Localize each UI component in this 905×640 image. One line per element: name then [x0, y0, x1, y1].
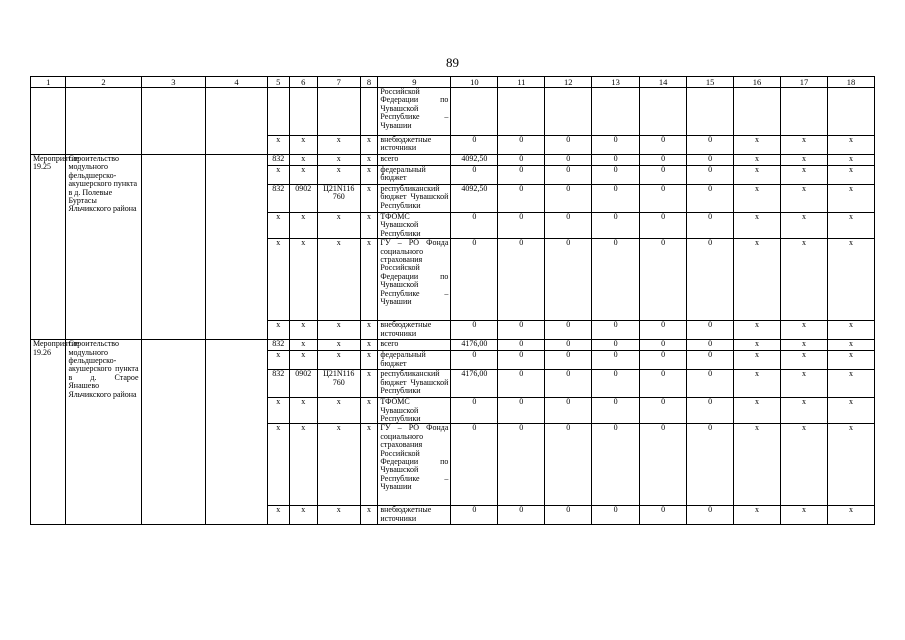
table-cell: 832 — [267, 370, 289, 398]
column-number: 8 — [360, 77, 378, 88]
source-cell: ГУ – РО Фонда социального страхования Российской Федерации по Чувашской Республике – Чувашии — [378, 424, 451, 506]
table-cell — [451, 88, 498, 136]
table-cell: 4176,00 — [451, 370, 498, 398]
table-cell: x — [780, 351, 827, 370]
table-cell: 0 — [687, 155, 734, 166]
table-cell: 0 — [498, 213, 545, 239]
table-cell: 0 — [545, 398, 592, 424]
table-cell — [317, 88, 360, 136]
table-cell: x — [734, 321, 781, 340]
table-cell: x — [267, 166, 289, 185]
table-cell: x — [289, 506, 317, 525]
table-cell: x — [827, 136, 874, 155]
table-cell: x — [734, 239, 781, 321]
table-cell: 0 — [545, 155, 592, 166]
table-cell — [206, 340, 268, 525]
column-number: 15 — [687, 77, 734, 88]
table-cell — [141, 155, 206, 340]
table-cell: 0 — [545, 506, 592, 525]
table-cell: 0 — [451, 351, 498, 370]
table-cell: x — [289, 166, 317, 185]
source-cell: всего — [378, 340, 451, 351]
table-cell: x — [360, 424, 378, 506]
table-cell: 0 — [687, 321, 734, 340]
table-cell: 0 — [451, 166, 498, 185]
table-cell: 0 — [498, 340, 545, 351]
source-cell: всего — [378, 155, 451, 166]
table-cell — [206, 88, 268, 155]
table-cell: x — [267, 424, 289, 506]
source-cell: федеральный бюджет — [378, 351, 451, 370]
table-cell: x — [827, 370, 874, 398]
table-cell: x — [360, 398, 378, 424]
table-cell: x — [780, 321, 827, 340]
table-cell: 0 — [545, 340, 592, 351]
table-cell: 0 — [545, 185, 592, 213]
table-cell: x — [317, 166, 360, 185]
table-cell: 0 — [687, 351, 734, 370]
measure-name: Строительство модульного фельдшерско-акушерского пункта в д. Полевые Буртасы Яльчикского района — [66, 155, 141, 340]
table-cell: 0 — [592, 213, 640, 239]
table-cell — [66, 88, 141, 155]
table-cell — [640, 88, 687, 136]
table-cell: x — [780, 340, 827, 351]
table-cell: 0 — [545, 424, 592, 506]
table-cell: 0 — [451, 506, 498, 525]
table-cell: 0 — [451, 239, 498, 321]
table-cell: x — [827, 185, 874, 213]
table-cell: 0 — [451, 398, 498, 424]
table-cell: 0 — [640, 424, 687, 506]
table-cell: 0 — [498, 351, 545, 370]
table-cell: x — [827, 213, 874, 239]
table-cell: x — [827, 321, 874, 340]
source-cell: ГУ – РО Фонда социального страхования Российской Федерации по Чувашской Республике – Чувашии — [378, 239, 451, 321]
table-cell — [592, 88, 640, 136]
table-cell: x — [827, 424, 874, 506]
table-cell: 0 — [687, 239, 734, 321]
table-cell: Ц21N116 760 — [317, 370, 360, 398]
table-cell: 0 — [545, 370, 592, 398]
table-cell — [31, 88, 66, 155]
table-row — [31, 88, 875, 136]
table-cell: x — [780, 239, 827, 321]
table-cell: 0 — [451, 136, 498, 155]
table-cell: 0 — [498, 185, 545, 213]
table-cell: x — [289, 424, 317, 506]
table-cell — [267, 88, 289, 136]
source-cell: республиканский бюджет Чувашской Республики — [378, 370, 451, 398]
table-cell: 0 — [451, 213, 498, 239]
source-cell: ТФОМС Чувашской Республики — [378, 398, 451, 424]
column-number: 11 — [498, 77, 545, 88]
table-cell: 0 — [498, 155, 545, 166]
measure-id: Мероприятие 19.26 — [31, 340, 66, 525]
table-cell: x — [289, 340, 317, 351]
table-cell: x — [780, 213, 827, 239]
table-cell: 4176,00 — [451, 340, 498, 351]
table-cell: x — [734, 155, 781, 166]
source-cell: республиканский бюджет Чувашской Республики — [378, 185, 451, 213]
table-cell: x — [267, 398, 289, 424]
table-cell: x — [289, 321, 317, 340]
table-cell — [206, 155, 268, 340]
table-cell: 0 — [498, 321, 545, 340]
page-number: 89 — [446, 55, 459, 70]
table-cell: 0 — [640, 239, 687, 321]
table-cell: 0 — [687, 370, 734, 398]
table-cell: x — [734, 370, 781, 398]
table-cell: x — [267, 351, 289, 370]
table-cell — [289, 88, 317, 136]
table-cell: 0 — [687, 424, 734, 506]
table-cell: x — [360, 239, 378, 321]
table-cell: 0 — [592, 136, 640, 155]
table-row — [31, 340, 875, 351]
table-cell — [141, 340, 206, 525]
table-cell: 0 — [592, 424, 640, 506]
table-cell: 0 — [640, 370, 687, 398]
table-cell: x — [267, 136, 289, 155]
table-cell: 0 — [592, 340, 640, 351]
table-cell: x — [317, 213, 360, 239]
table-cell: 0 — [592, 398, 640, 424]
table-cell: 0 — [451, 424, 498, 506]
table-cell: x — [827, 340, 874, 351]
source-cell: Российской Федерации по Чувашской Республике – Чувашии — [378, 88, 451, 136]
table-cell: x — [289, 351, 317, 370]
table-cell: x — [360, 321, 378, 340]
table-cell: x — [734, 506, 781, 525]
table-cell: 0 — [498, 166, 545, 185]
table-cell: 0 — [545, 213, 592, 239]
table-cell: 0 — [640, 185, 687, 213]
table-cell: 0 — [545, 136, 592, 155]
table-cell — [360, 88, 378, 136]
table-cell: x — [289, 136, 317, 155]
table-cell: x — [734, 185, 781, 213]
table-cell: 0 — [687, 213, 734, 239]
table-cell: x — [267, 506, 289, 525]
source-cell: ТФОМС Чувашской Республики — [378, 213, 451, 239]
table-cell: x — [317, 340, 360, 351]
table-cell: x — [317, 506, 360, 525]
table-cell: 0 — [545, 351, 592, 370]
table-cell: x — [780, 398, 827, 424]
table-cell: 0 — [640, 398, 687, 424]
table-cell — [687, 88, 734, 136]
table-cell: x — [289, 398, 317, 424]
table-cell: 0 — [687, 398, 734, 424]
table-cell: x — [317, 424, 360, 506]
table-cell: x — [734, 213, 781, 239]
table-cell: x — [827, 398, 874, 424]
table-cell: 0 — [498, 424, 545, 506]
column-number: 5 — [267, 77, 289, 88]
table-cell: x — [780, 155, 827, 166]
table-cell: 0902 — [289, 370, 317, 398]
table-cell: 0 — [687, 185, 734, 213]
table-cell — [498, 88, 545, 136]
table-cell: x — [317, 351, 360, 370]
table-cell: x — [267, 213, 289, 239]
source-cell: внебюджетные источники — [378, 506, 451, 525]
table-cell — [827, 88, 874, 136]
table-cell: x — [289, 213, 317, 239]
source-cell: федеральный бюджет — [378, 166, 451, 185]
table-cell: x — [360, 155, 378, 166]
table-cell: 0 — [545, 321, 592, 340]
table-cell: 0 — [592, 506, 640, 525]
column-number: 1 — [31, 77, 66, 88]
table-cell — [545, 88, 592, 136]
table-cell: x — [360, 213, 378, 239]
table-cell: 0 — [592, 155, 640, 166]
table-cell: x — [360, 136, 378, 155]
table-cell: 4092,50 — [451, 155, 498, 166]
table-cell: 0 — [687, 506, 734, 525]
table-cell — [141, 88, 206, 155]
column-number: 6 — [289, 77, 317, 88]
column-number: 4 — [206, 77, 268, 88]
table-cell: 4092,50 — [451, 185, 498, 213]
table-cell: x — [317, 398, 360, 424]
table-cell: x — [360, 370, 378, 398]
table-cell: 0 — [592, 166, 640, 185]
table-cell: x — [360, 351, 378, 370]
measure-id: Мероприятие 19.25 — [31, 155, 66, 340]
table-cell: 0 — [687, 136, 734, 155]
column-number: 3 — [141, 77, 206, 88]
column-number: 2 — [66, 77, 141, 88]
table-cell: x — [360, 185, 378, 213]
table-cell: x — [780, 166, 827, 185]
table-cell: 0 — [687, 340, 734, 351]
table-cell: x — [780, 424, 827, 506]
table-cell: x — [317, 136, 360, 155]
table-cell: x — [734, 166, 781, 185]
table-cell: x — [827, 166, 874, 185]
budget-table — [30, 76, 875, 525]
column-number: 17 — [780, 77, 827, 88]
table-cell: x — [267, 321, 289, 340]
table-cell: 0 — [545, 166, 592, 185]
table-cell: x — [780, 185, 827, 213]
table-cell: 0 — [498, 506, 545, 525]
column-number: 7 — [317, 77, 360, 88]
table-cell: x — [827, 351, 874, 370]
column-number: 14 — [640, 77, 687, 88]
table-cell: x — [360, 506, 378, 525]
source-cell: внебюджетные источники — [378, 321, 451, 340]
table-cell: x — [317, 239, 360, 321]
table-row — [31, 155, 875, 166]
table-cell: 0 — [640, 136, 687, 155]
table-cell: 832 — [267, 340, 289, 351]
table-cell: x — [734, 351, 781, 370]
table-cell: 0 — [640, 321, 687, 340]
column-number-row — [31, 77, 875, 88]
column-number: 9 — [378, 77, 451, 88]
table-cell: 0 — [498, 398, 545, 424]
table-cell: 832 — [267, 185, 289, 213]
table-cell: x — [734, 340, 781, 351]
table-cell: x — [317, 155, 360, 166]
column-number: 18 — [827, 77, 874, 88]
table-cell: 0 — [640, 166, 687, 185]
column-number: 13 — [592, 77, 640, 88]
table-cell: 0 — [498, 136, 545, 155]
table-cell: x — [289, 155, 317, 166]
table-cell: 0 — [545, 239, 592, 321]
table-cell — [734, 88, 781, 136]
table-cell — [780, 88, 827, 136]
source-cell: внебюджетные источники — [378, 136, 451, 155]
table-cell: 0 — [687, 166, 734, 185]
table-cell: x — [780, 136, 827, 155]
table-cell: 0 — [592, 351, 640, 370]
table-cell: x — [289, 239, 317, 321]
table-cell: x — [780, 506, 827, 525]
table-cell: 832 — [267, 155, 289, 166]
table-cell: x — [827, 239, 874, 321]
table-cell: x — [827, 506, 874, 525]
column-number: 10 — [451, 77, 498, 88]
table-cell: x — [827, 155, 874, 166]
table-cell: 0 — [640, 213, 687, 239]
table-cell: 0 — [640, 340, 687, 351]
table-cell: 0 — [451, 321, 498, 340]
table-cell: x — [267, 239, 289, 321]
table-cell: x — [734, 398, 781, 424]
table-cell: 0 — [592, 239, 640, 321]
table-cell: Ц21N116 760 — [317, 185, 360, 213]
table-cell: 0 — [592, 370, 640, 398]
table-cell: x — [360, 340, 378, 351]
column-number: 12 — [545, 77, 592, 88]
table-cell: 0 — [640, 351, 687, 370]
table-cell: x — [317, 321, 360, 340]
measure-name: Строительство модульного фельдшерско-акушерского пункта в д. Старое Янашево Яльчикского района — [66, 340, 141, 525]
table-cell: 0 — [592, 185, 640, 213]
table-cell: 0 — [592, 321, 640, 340]
table-cell: 0 — [498, 239, 545, 321]
table-cell: x — [734, 136, 781, 155]
table-cell: x — [734, 424, 781, 506]
table-cell: 0902 — [289, 185, 317, 213]
table-cell: x — [780, 370, 827, 398]
table-cell: 0 — [498, 370, 545, 398]
table-cell: x — [360, 166, 378, 185]
column-number: 16 — [734, 77, 781, 88]
table-cell: 0 — [640, 155, 687, 166]
table-cell: 0 — [640, 506, 687, 525]
